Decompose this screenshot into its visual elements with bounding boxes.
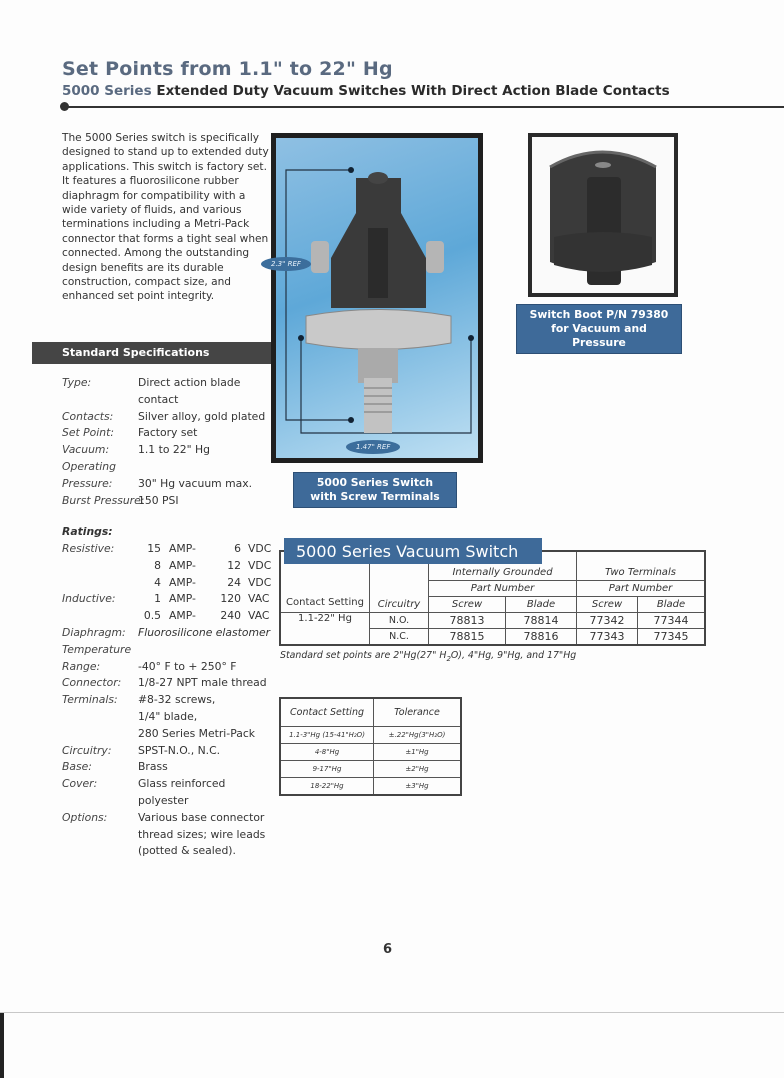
part-number-header: Part Number	[577, 581, 706, 597]
spec-row	[62, 442, 298, 459]
spec-value: Direct action blade contact	[138, 376, 241, 406]
part-number-cell: 77345	[638, 629, 706, 646]
standard-specifications-heading: Standard Specifications	[32, 342, 274, 364]
spec-row	[62, 810, 298, 860]
spec-row	[62, 459, 298, 476]
part-number-cell: 78814	[506, 613, 577, 629]
contact-setting-header: Contact Setting	[280, 551, 370, 613]
page-subtitle	[62, 83, 670, 99]
spec-label: Diaphragm:	[62, 626, 126, 639]
spec-label: Range:	[62, 659, 101, 673]
spec-row	[62, 776, 298, 810]
spec-label: Pressure:	[62, 476, 113, 490]
spec-row	[62, 743, 298, 760]
spec-value: SPST-N.O., N.C.	[138, 743, 221, 757]
spec-row	[62, 726, 298, 743]
spec-label: Terminals:	[62, 693, 118, 707]
spec-row	[62, 375, 298, 409]
ref-tag-width: 1.47" REF	[346, 440, 400, 454]
rating-volt-unit: VDC	[248, 575, 272, 589]
spec-row	[62, 759, 298, 776]
blade-header: Blade	[506, 597, 577, 613]
screw-header: Screw	[429, 597, 506, 613]
table-cell: ±.22"Hg(3"H₂O)	[374, 727, 462, 744]
rating-amp: 0.5	[143, 609, 161, 623]
table-row	[280, 778, 461, 796]
rating-row	[62, 575, 286, 592]
rating-amp-unit: AMP-	[169, 558, 196, 572]
rating-amp: 4	[154, 575, 161, 589]
contact-setting-value: 1.1-22" Hg	[280, 613, 370, 646]
spec-value	[138, 642, 278, 659]
note-subscript: 2	[446, 654, 451, 663]
spec-label: Operating	[62, 459, 116, 473]
contact-setting-header: Contact Setting	[280, 698, 374, 727]
tolerance-header: Tolerance	[374, 698, 462, 727]
table-row	[280, 613, 705, 629]
part-number-table	[279, 550, 706, 646]
spec-row	[62, 409, 298, 426]
spec-row	[62, 476, 298, 493]
blade-header: Blade	[638, 597, 706, 613]
vacuum-table-title: 5000 Series Vacuum Switch	[284, 538, 542, 564]
rating-volt: 120	[220, 592, 241, 606]
rating-volt: 24	[227, 575, 241, 589]
table-cell: 4-8"Hg	[280, 744, 374, 761]
rating-label: Inductive:	[62, 592, 116, 606]
rating-volt-unit: VAC	[248, 609, 270, 623]
scan-bar	[0, 1013, 4, 1078]
switch-boot-illustration	[532, 137, 674, 293]
internally-grounded-header: Internally Grounded	[429, 551, 577, 581]
ratings-list	[62, 541, 286, 625]
caption-line: with Screw Terminals	[310, 490, 440, 503]
table-cell: ±1"Hg	[374, 744, 462, 761]
rating-volt: 12	[227, 558, 241, 572]
spec-value: Silver alloy, gold plated	[138, 409, 266, 423]
spec-label: Contacts:	[62, 409, 114, 423]
rating-volt-unit: VDC	[248, 542, 272, 555]
boot-caption	[516, 304, 682, 354]
spec-label: Connector:	[62, 676, 122, 690]
rating-volt-unit: VDC	[248, 558, 272, 572]
circuitry-value: N.C.	[370, 629, 429, 646]
spec-value: Brass	[138, 760, 168, 774]
spec-value: Glass reinforced polyester	[138, 777, 226, 807]
table-row	[280, 727, 461, 744]
rating-amp: 8	[154, 558, 161, 572]
spec-value: Factory set	[138, 426, 198, 440]
rating-row	[62, 591, 286, 608]
part-number-cell: 77342	[577, 613, 638, 629]
spec-row	[62, 425, 298, 442]
spec-value: 30" Hg vacuum max.	[138, 476, 253, 490]
rating-label	[62, 558, 142, 575]
rating-volt: 6	[234, 542, 241, 555]
spec-row	[62, 642, 298, 659]
spec-label: Burst Pressure:	[62, 493, 145, 507]
spec-row	[62, 692, 298, 709]
circuitry-header: Circuitry	[370, 551, 429, 613]
rating-amp-unit: AMP-	[169, 575, 196, 589]
ratings-heading: Ratings:	[62, 525, 113, 538]
spec-value: 280 Series Metri-Pack	[138, 726, 256, 740]
switch-boot-photo	[528, 133, 678, 297]
intro-paragraph: The 5000 Series switch is specifically designed to stand up to extended duty applications. This switch is factory set. It features a fluorosilicone rubber diaphragm for compatibility with a wide variety of fluids, and various terminations including a Metri-Pack connector that forms a tight seal when connected. Among the outstanding design benefits are its durable construction, compact size, and enhanced set point integrity.	[62, 132, 269, 303]
spec-label: Temperature	[62, 642, 132, 656]
table-cell: 9-17"Hg	[280, 761, 374, 778]
rating-volt-unit: VAC	[248, 592, 270, 606]
caption-line: Switch Boot P/N 79380	[529, 308, 669, 321]
table-cell: ±2"Hg	[374, 761, 462, 778]
rating-row	[62, 541, 286, 558]
spec-label: Type:	[62, 376, 92, 389]
part-number-cell: 77344	[638, 613, 706, 629]
table-cell: 1.1-3"Hg (15-41"H₂O)	[280, 727, 374, 744]
switch-photo	[271, 133, 483, 463]
rating-amp-unit: AMP-	[169, 609, 196, 623]
set-points-note	[280, 650, 576, 663]
table-row	[280, 698, 461, 727]
part-number-cell: 78815	[429, 629, 506, 646]
rating-row	[62, 608, 286, 625]
rating-amp-unit: AMP-	[169, 542, 196, 555]
spec-value: Fluorosilicone elastomer	[138, 626, 271, 639]
spec-label: Circuitry:	[62, 743, 112, 757]
caption-line: for Vacuum and Pressure	[551, 322, 647, 349]
rating-amp: 1	[154, 592, 161, 606]
header-rule	[63, 106, 784, 108]
spec-row	[62, 709, 298, 726]
table-cell: 18-22"Hg	[280, 778, 374, 796]
rating-volt: 240	[220, 609, 241, 623]
spec-label	[62, 726, 138, 743]
caption-line: 5000 Series Switch	[316, 476, 434, 489]
note-text: Standard set points are 2"Hg(27" H	[280, 650, 447, 661]
page-title: Set Points from 1.1" to 22" Hg	[62, 58, 393, 80]
rating-label	[62, 608, 142, 625]
spec-row	[62, 493, 298, 510]
switch-boot-image	[532, 137, 674, 293]
table-row	[280, 761, 461, 778]
table-cell: ±3"Hg	[374, 778, 462, 796]
rating-amp-unit: AMP-	[169, 592, 196, 606]
switch-caption	[293, 472, 457, 508]
part-number-header: Part Number	[429, 581, 577, 597]
rating-label: Resistive:	[62, 542, 115, 555]
spec-label: Set Point:	[62, 426, 114, 440]
spec-value: 1.1 to 22" Hg	[138, 443, 210, 457]
ref-tag-height: 2.3" REF	[261, 257, 311, 271]
spec-label: Vacuum:	[62, 443, 110, 457]
spec-value: 1/4" blade,	[138, 709, 198, 723]
circuitry-value: N.O.	[370, 613, 429, 629]
part-number-cell: 78813	[429, 613, 506, 629]
tolerance-table	[279, 697, 462, 796]
switch-image	[276, 138, 478, 458]
note-text: O), 4"Hg, 9"Hg, and 17"Hg	[450, 650, 577, 661]
page-number: 6	[383, 942, 393, 957]
spec-value: 150 PSI	[138, 493, 179, 507]
rating-amp: 15	[147, 542, 161, 555]
spec-value	[138, 459, 278, 476]
two-terminals-header: Two Terminals	[577, 551, 706, 581]
spec-value: Various base connector thread sizes; wire leads (potted & sealed).	[138, 810, 266, 858]
table-row	[280, 744, 461, 761]
spec-row	[62, 675, 298, 692]
spec-row	[62, 659, 298, 676]
spec-label: Cover:	[62, 777, 98, 791]
spec-label	[62, 709, 138, 726]
scan-edge	[0, 1012, 784, 1013]
spec-value: -40° F to + 250° F	[138, 659, 237, 673]
screw-header: Screw	[577, 597, 638, 613]
part-number-cell: 77343	[577, 629, 638, 646]
specs-list-2	[62, 625, 298, 860]
spec-row	[62, 625, 298, 642]
spec-label: Base:	[62, 760, 92, 774]
spec-value: #8-32 screws,	[138, 693, 216, 707]
rating-label	[62, 575, 142, 592]
subtitle-series: 5000 Series	[62, 83, 152, 99]
spec-label: Options:	[62, 810, 108, 824]
pressure-switch-illustration	[276, 138, 478, 458]
specs-list	[62, 375, 298, 509]
part-number-cell: 78816	[506, 629, 577, 646]
spec-value: 1/8-27 NPT male thread	[138, 676, 267, 690]
subtitle-text: Extended Duty Vacuum Switches With Direct Action Blade Contacts	[151, 83, 670, 99]
rating-row	[62, 558, 286, 575]
